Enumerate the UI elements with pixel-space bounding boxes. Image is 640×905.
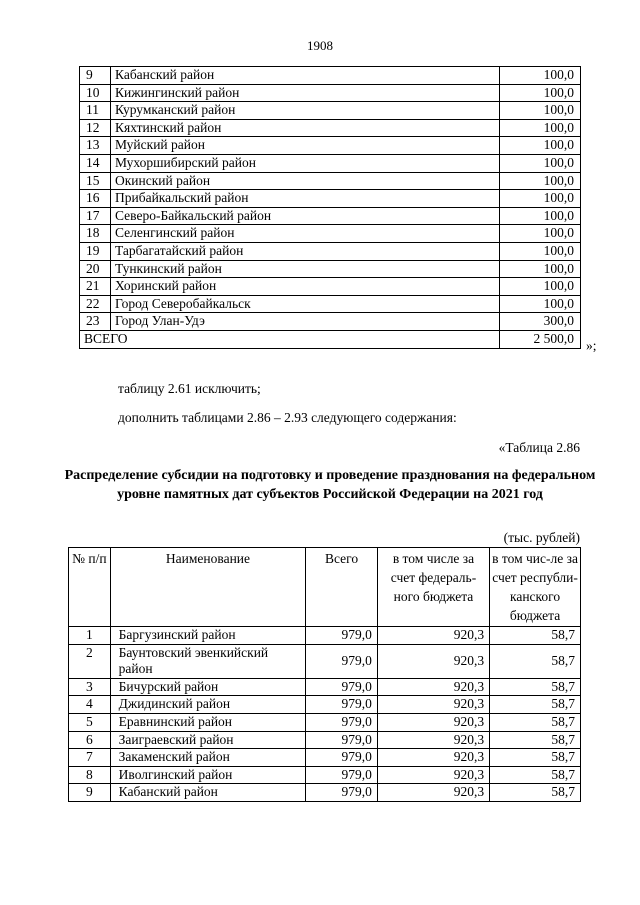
table-subsidy-body <box>69 627 581 802</box>
row-number: 5 <box>69 713 111 731</box>
paragraph-exclude: таблицу 2.61 исключить; <box>118 381 261 396</box>
row-number: 13 <box>80 137 111 155</box>
row-value: 100,0 <box>500 190 581 208</box>
table-row <box>80 242 581 260</box>
row-name: Джидинский район <box>110 696 306 714</box>
row-name: Город Улан-Удэ <box>111 313 500 331</box>
row-value: 100,0 <box>500 172 581 190</box>
row-value: 100,0 <box>500 242 581 260</box>
header-republic: в том чис-ле за счет республи-канского бюджета <box>490 548 581 627</box>
row-republic: 58,7 <box>490 766 581 784</box>
table-row <box>80 102 581 120</box>
row-number: 16 <box>80 190 111 208</box>
header-name: Наименование <box>110 548 306 627</box>
table-row <box>80 119 581 137</box>
row-republic: 58,7 <box>490 627 581 645</box>
row-number: 20 <box>80 260 111 278</box>
header-total: Всего <box>306 548 378 627</box>
row-value: 100,0 <box>500 207 581 225</box>
row-total: 979,0 <box>306 713 378 731</box>
row-value: 300,0 <box>500 313 581 331</box>
row-name: Кижингинский район <box>111 84 500 102</box>
row-value: 100,0 <box>500 260 581 278</box>
table-row <box>69 627 581 645</box>
row-value: 100,0 <box>500 67 581 85</box>
row-total: 979,0 <box>306 766 378 784</box>
table-row <box>69 644 581 678</box>
row-republic: 58,7 <box>490 678 581 696</box>
row-name: Селенгинский район <box>111 225 500 243</box>
table-previous-body <box>80 67 581 331</box>
row-number: 1 <box>69 627 111 645</box>
table-row <box>69 766 581 784</box>
row-number: 21 <box>80 278 111 296</box>
table-row <box>69 749 581 767</box>
table-row <box>69 731 581 749</box>
row-name: Тарбагатайский район <box>111 242 500 260</box>
row-federal: 920,3 <box>377 696 489 714</box>
row-number: 11 <box>80 102 111 120</box>
table-row <box>69 678 581 696</box>
row-name: Иволгинский район <box>110 766 306 784</box>
row-number: 4 <box>69 696 111 714</box>
row-total: 979,0 <box>306 696 378 714</box>
page-number: 1908 <box>307 38 333 53</box>
row-republic: 58,7 <box>490 731 581 749</box>
row-republic: 58,7 <box>490 784 581 802</box>
row-value: 100,0 <box>500 102 581 120</box>
row-number: 6 <box>69 731 111 749</box>
table-row <box>80 295 581 313</box>
row-federal: 920,3 <box>377 713 489 731</box>
row-total: 979,0 <box>306 784 378 802</box>
row-number: 19 <box>80 242 111 260</box>
table-row <box>69 696 581 714</box>
row-number: 18 <box>80 225 111 243</box>
table-row <box>80 278 581 296</box>
table-caption: «Таблица 2.86 <box>498 440 580 455</box>
table-row <box>80 67 581 85</box>
row-value: 100,0 <box>500 225 581 243</box>
total-value: 2 500,0 <box>500 330 581 348</box>
row-number: 15 <box>80 172 111 190</box>
row-value: 100,0 <box>500 137 581 155</box>
row-number: 22 <box>80 295 111 313</box>
row-total: 979,0 <box>306 644 378 678</box>
header-federal: в том числе за счет федераль-ного бюджета <box>377 548 489 627</box>
table-row <box>80 172 581 190</box>
row-name: Окинский район <box>111 172 500 190</box>
table-row <box>80 154 581 172</box>
row-name: Курумканский район <box>111 102 500 120</box>
row-republic: 58,7 <box>490 644 581 678</box>
row-value: 100,0 <box>500 154 581 172</box>
row-name: Северо-Байкальский район <box>111 207 500 225</box>
row-number: 8 <box>69 766 111 784</box>
row-name: Баунтовский эвенкийский район <box>110 644 306 678</box>
row-total: 979,0 <box>306 731 378 749</box>
row-name: Город Северобайкальск <box>111 295 500 313</box>
row-value: 100,0 <box>500 119 581 137</box>
row-number: 9 <box>69 784 111 802</box>
table-title: Распределение субсидии на подготовку и проведение празднования на федеральном уровне памятных дат субъектов Российской Федерации на 2021 год <box>64 468 596 502</box>
table-row <box>80 137 581 155</box>
row-number: 3 <box>69 678 111 696</box>
row-value: 100,0 <box>500 295 581 313</box>
table-row <box>80 190 581 208</box>
row-republic: 58,7 <box>490 749 581 767</box>
row-federal: 920,3 <box>377 784 489 802</box>
row-federal: 920,3 <box>377 644 489 678</box>
row-federal: 920,3 <box>377 627 489 645</box>
header-row <box>69 548 581 627</box>
row-name: Кабанский район <box>111 67 500 85</box>
row-total: 979,0 <box>306 627 378 645</box>
row-republic: 58,7 <box>490 696 581 714</box>
row-name: Мухоршибирский район <box>111 154 500 172</box>
row-number: 2 <box>69 644 111 678</box>
row-total: 979,0 <box>306 678 378 696</box>
row-name: Баргузинский район <box>110 627 306 645</box>
total-row <box>80 330 581 348</box>
row-name: Закаменский район <box>110 749 306 767</box>
row-total: 979,0 <box>306 749 378 767</box>
row-number: 7 <box>69 749 111 767</box>
row-name: Хоринский район <box>111 278 500 296</box>
row-name: Кяхтинский район <box>111 119 500 137</box>
row-federal: 920,3 <box>377 766 489 784</box>
table-subsidy <box>68 547 581 802</box>
row-number: 23 <box>80 313 111 331</box>
table-row <box>80 313 581 331</box>
row-name: Кабанский район <box>110 784 306 802</box>
paragraph-add: дополнить таблицами 2.86 – 2.93 следующего содержания: <box>118 410 457 425</box>
row-value: 100,0 <box>500 84 581 102</box>
row-number: 9 <box>80 67 111 85</box>
row-number: 14 <box>80 154 111 172</box>
row-name: Тункинский район <box>111 260 500 278</box>
row-number: 10 <box>80 84 111 102</box>
table-row <box>80 207 581 225</box>
table-row <box>80 225 581 243</box>
row-value: 100,0 <box>500 278 581 296</box>
row-name: Еравнинский район <box>110 713 306 731</box>
row-number: 17 <box>80 207 111 225</box>
table-row <box>80 260 581 278</box>
row-name: Прибайкальский район <box>111 190 500 208</box>
row-name: Бичурский район <box>110 678 306 696</box>
row-federal: 920,3 <box>377 731 489 749</box>
row-republic: 58,7 <box>490 713 581 731</box>
row-federal: 920,3 <box>377 749 489 767</box>
units-label: (тыс. рублей) <box>503 530 580 545</box>
row-number: 12 <box>80 119 111 137</box>
row-name: Муйский район <box>111 137 500 155</box>
table-previous <box>79 66 581 349</box>
table-row <box>69 784 581 802</box>
closing-quote: »; <box>586 338 597 353</box>
header-number: № п/п <box>69 548 111 627</box>
table-row <box>69 713 581 731</box>
row-name: Заиграевский район <box>110 731 306 749</box>
row-federal: 920,3 <box>377 678 489 696</box>
total-label: ВСЕГО <box>80 330 500 348</box>
table-row <box>80 84 581 102</box>
